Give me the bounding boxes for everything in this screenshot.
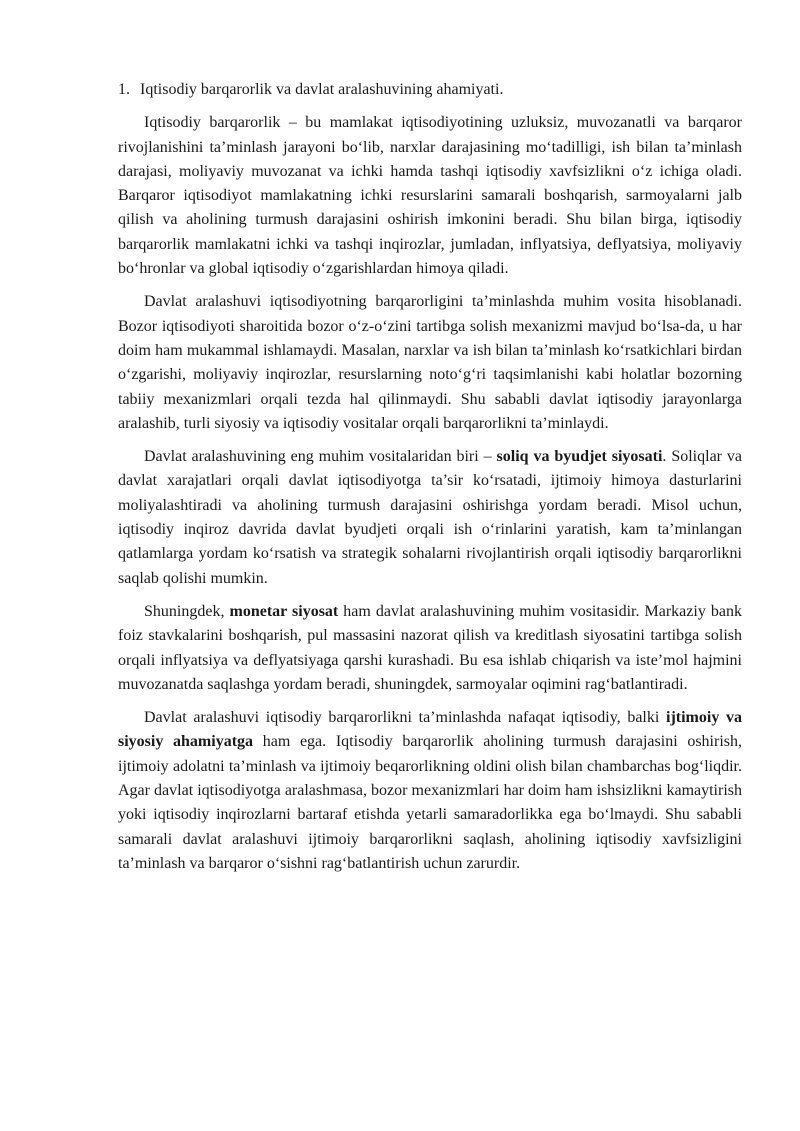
heading-text: Iqtisodiy barqarorlik va davlat aralashuvining ahamiyati. [140,81,504,98]
document-page [118,78,742,885]
paragraph-text: Davlat aralashuvi iqtisodiyotning barqarorligini ta’minlashda muhim vosita hisoblanadi. Bozor iqtisodiyoti sharoitida bozor o‘z-o‘zini tartibga solish mexanizmi mavjud bo‘lsa-da, u har doim ham mukammal ishlamaydi. Masalan, narxlar va ish bilan ta’minlash ko‘rsatkichlari birdan o‘zgarishi, moliyaviy inqirozlar, resurslarning noto‘g‘ri taqsimlanishi kabi holatlar bozorning tabiiy mexanizmlari orqali tezda hal qilinmaydi. Shu sababli davlat iqtisodiy jarayonlarga aralashib, turli siyosiy va iqtisodiy vositalar orqali barqarorlikni ta’minlaydi. [118,293,742,432]
paragraph-2 [118,290,742,436]
paragraph-text: ham ega. Iqtisodiy barqarorlik aholining turmush darajasini oshirish, ijtimoiy adolatni ta’minlash va ijtimoiy beqarorlikning oldini olish bilan chambarchas bog‘liqdir. Agar davlat iqtisodiyotga aralashmasa, bozor mexanizmlari har doim ham ishsizlikni kamaytirish yoki iqtisodiy inqirozlarni bartaraf etishda yetarli samaradorlikka ega bo‘lmaydi. Shu sababli samarali davlat aralashuvi ijtimoiy barqarorlikni saqlash, aholining iqtisodiy xavfsizligini ta’minlash va barqaror o‘sishni rag‘batlantirish uchun zarurdir. [118,733,742,872]
bold-term: soliq va byudjet siyosati [496,448,663,466]
section-heading [118,78,742,102]
paragraph-text: Davlat aralashuvi iqtisodiy barqarorlikni ta’minlashda nafaqat iqtisodiy, balki [144,709,666,727]
paragraph-4 [118,600,742,697]
paragraph-3 [118,445,742,591]
heading-number: 1. [118,81,130,98]
paragraph-text: ham davlat aralashuvining muhim vositasidir. Markaziy bank foiz stavkalarini boshqarish, pul massasini nazorat qilish va kreditlash siyosatini tartibga solish orqali inflyatsiya va deflyatsiyaga qarshi kurashadi. Bu esa ishlab chiqarish va iste’mol hajmini muvozanatda saqlashga yordam beradi, shuningdek, sarmoyalar oqimini rag‘batlantiradi. [118,602,742,693]
paragraph-text: . Soliqlar va davlat xarajatlari orqali davlat iqtisodiyotga ta’sir ko‘rsatadi, ijtimoiy himoya dasturlarini moliyalashtiradi va aholining turmush darajasini oshirishga yordam beradi. Misol uchun, iqtisodiy inqiroz davrida davlat byudjeti orqali ish o‘rinlarini yaratish, kam ta’minlangan qatlamlarga yordam ko‘rsatish va strategik sohalarni rivojlantirish orqali iqtisodiy barqarorlikni saqlab qolishi mumkin. [118,448,743,587]
bold-term: ijtimoiy va siyosiy ahamiyatga [118,709,742,751]
bold-term: monetar siyosat [229,602,339,620]
paragraph-1 [118,111,742,281]
paragraph-text: Davlat aralashuvining eng muhim vositalaridan biri – [144,448,497,466]
paragraph-text: Shuningdek, [144,602,230,620]
paragraph-text: Iqtisodiy barqarorlik – bu mamlakat iqtisodiyotining uzluksiz, muvozanatli va barqaror rivojlanishini ta’minlash jarayoni bo‘lib, narxlar darajasining mo‘tadilligi, ish bilan ta’minlash darajasi, moliyaviy muvozanat va ichki hamda tashqi iqtisodiy xavfsizlikni o‘z ichiga oladi. Barqaror iqtisodiyot mamlakatning ichki resurslarini samarali boshqarish, sarmoyalarni jalb qilish va aholining turmush darajasini oshirish imkonini beradi. Shu bilan birga, iqtisodiy barqarorlik mamlakatni ichki va tashqi inqirozlar, jumladan, inflyatsiya, deflyatsiya, moliyaviy bo‘hronlar va global iqtisodiy o‘zgarishlardan himoya qiladi. [118,114,742,278]
paragraph-5 [118,706,742,876]
